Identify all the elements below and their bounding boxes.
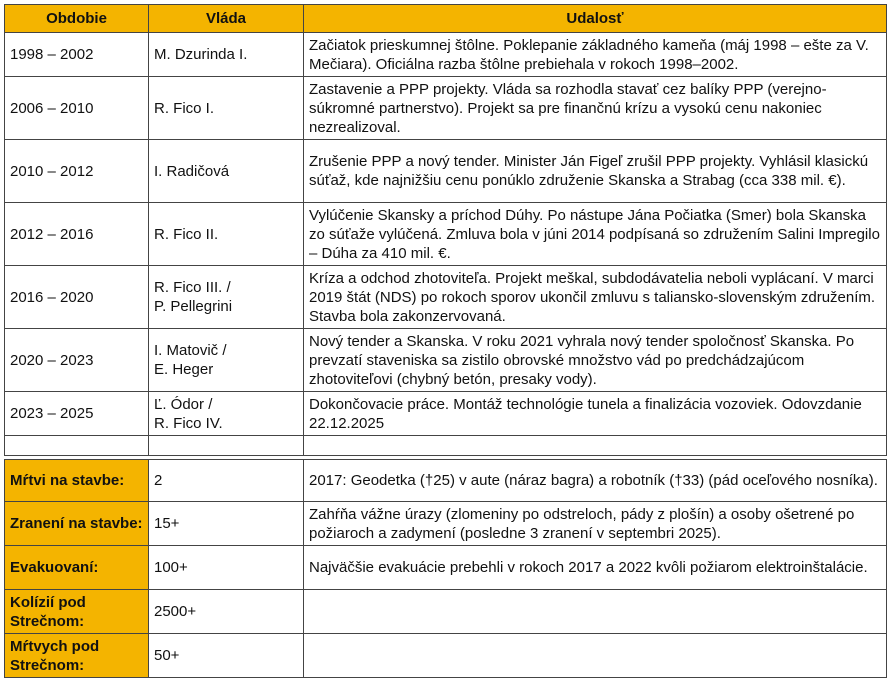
period-cell[interactable]: 2006 – 2010 [5,77,149,140]
government-cell[interactable]: R. Fico II. [149,203,304,266]
period-cell[interactable]: 2023 – 2025 [5,392,149,436]
government-cell[interactable] [149,329,304,392]
header-row [5,5,887,33]
header-event[interactable]: Udalosť [304,5,887,33]
stat-row [5,460,887,502]
timeline-row [5,77,887,140]
event-cell[interactable]: Zastavenie a PPP projekty. Vláda sa rozhodla stavať cez balíky PPP (verejno-súkromné partnerstvo). Projekt sa pre finančnú krízu a vysokú cenu nakoniec nezrealizoval. [304,77,887,140]
stat-value[interactable]: 50+ [149,634,304,678]
stat-row [5,546,887,590]
government-cell[interactable] [149,266,304,329]
timeline-row [5,329,887,392]
event-cell[interactable]: Dokončovacie práce. Montáž technológie tunela a finalizácia vozoviek. Odovzdanie 22.12.2025 [304,392,887,436]
government-line: P. Pellegrini [154,298,233,315]
timeline-table [4,4,887,678]
government-cell[interactable]: I. Radičová [149,140,304,203]
timeline-row [5,140,887,203]
timeline-row [5,203,887,266]
government-line: R. Fico III. / [154,279,231,296]
government-cell[interactable]: R. Fico I. [149,77,304,140]
government-cell[interactable] [149,392,304,436]
header-government[interactable]: Vláda [149,5,304,33]
stat-note[interactable]: Najväčšie evakuácie prebehli v rokoch 2017 a 2022 kvôli požiarom elektroinštalácie. [304,546,887,590]
stat-label[interactable]: Mŕtvi na stavbe: [5,460,149,502]
stat-value[interactable]: 2500+ [149,590,304,634]
stat-label[interactable]: Evakuovaní: [5,546,149,590]
event-cell[interactable]: Nový tender a Skanska. V roku 2021 vyhrala nový tender spoločnosť Skanska. Po prevzatí staveniska sa zistilo obrovské množstvo vád po predchádzajúcom zhotoviteľovi (chybný betón, presaky vody). [304,329,887,392]
stat-value[interactable]: 15+ [149,502,304,546]
stat-row [5,590,887,634]
government-line: I. Matovič / [154,342,227,359]
government-line: E. Heger [154,361,214,378]
timeline-row [5,392,887,436]
period-cell[interactable]: 2010 – 2012 [5,140,149,203]
government-line: Ľ. Ódor / [154,395,213,413]
stat-note[interactable] [304,634,887,678]
government-cell[interactable]: M. Dzurinda I. [149,33,304,77]
stat-label[interactable]: Mŕtvych pod Strečnom: [5,634,149,678]
period-cell[interactable]: 2020 – 2023 [5,329,149,392]
event-cell[interactable]: Vylúčenie Skansky a príchod Dúhy. Po nástupe Jána Počiatka (Smer) bola Skanska zo súťaže vylúčená. Zmluva bola v júni 2014 podpísaná so združením Salini Impregilo – Dúha za 410 mil. €. [304,203,887,266]
stat-note[interactable]: 2017: Geodetka (†25) v aute (náraz bagra) a robotník (†33) (pád oceľového nosníka). [304,460,887,502]
stat-label[interactable]: Kolízií pod Strečnom: [5,590,149,634]
event-cell[interactable]: Začiatok prieskumnej štôlne. Poklepanie základného kameňa (máj 1998 – ešte za V. Mečiara). Oficiálna razba štôlne prebiehala v rokoch 1998–2002. [304,33,887,77]
timeline-row [5,266,887,329]
government-line: R. Fico IV. [154,414,223,432]
stat-label[interactable]: Zranení na stavbe: [5,502,149,546]
stat-value[interactable]: 2 [149,460,304,502]
header-period[interactable]: Obdobie [5,5,149,33]
period-cell[interactable]: 1998 – 2002 [5,33,149,77]
empty-cell[interactable] [304,436,887,456]
empty-cell[interactable] [149,436,304,456]
period-cell[interactable]: 2012 – 2016 [5,203,149,266]
stat-note[interactable] [304,590,887,634]
timeline-row [5,33,887,77]
stat-value[interactable]: 100+ [149,546,304,590]
stat-row [5,502,887,546]
empty-row [5,436,887,456]
period-cell[interactable]: 2016 – 2020 [5,266,149,329]
stat-row [5,634,887,678]
empty-cell[interactable] [5,436,149,456]
event-cell[interactable]: Zrušenie PPP a nový tender. Minister Ján Figeľ zrušil PPP projekty. Vyhlásil klasickú súťaž, kde najnižšiu cenu ponúklo združenie Skanska a Strabag (cca 338 mil. €). [304,140,887,203]
stat-note[interactable]: Zahŕňa vážne úrazy (zlomeniny po odstreloch, pády z plošín) a osoby ošetrené po požiaroch a zadymení (posledne 3 zranení v septembri 2025). [304,502,887,546]
event-cell[interactable]: Kríza a odchod zhotoviteľa. Projekt meškal, subdodávatelia neboli vyplácaní. V marci 2019 štát (NDS) po rokoch sporov ukončil zmluvu s taliansko-slovenským združením. Stavba bola zakonzervovaná. [304,266,887,329]
